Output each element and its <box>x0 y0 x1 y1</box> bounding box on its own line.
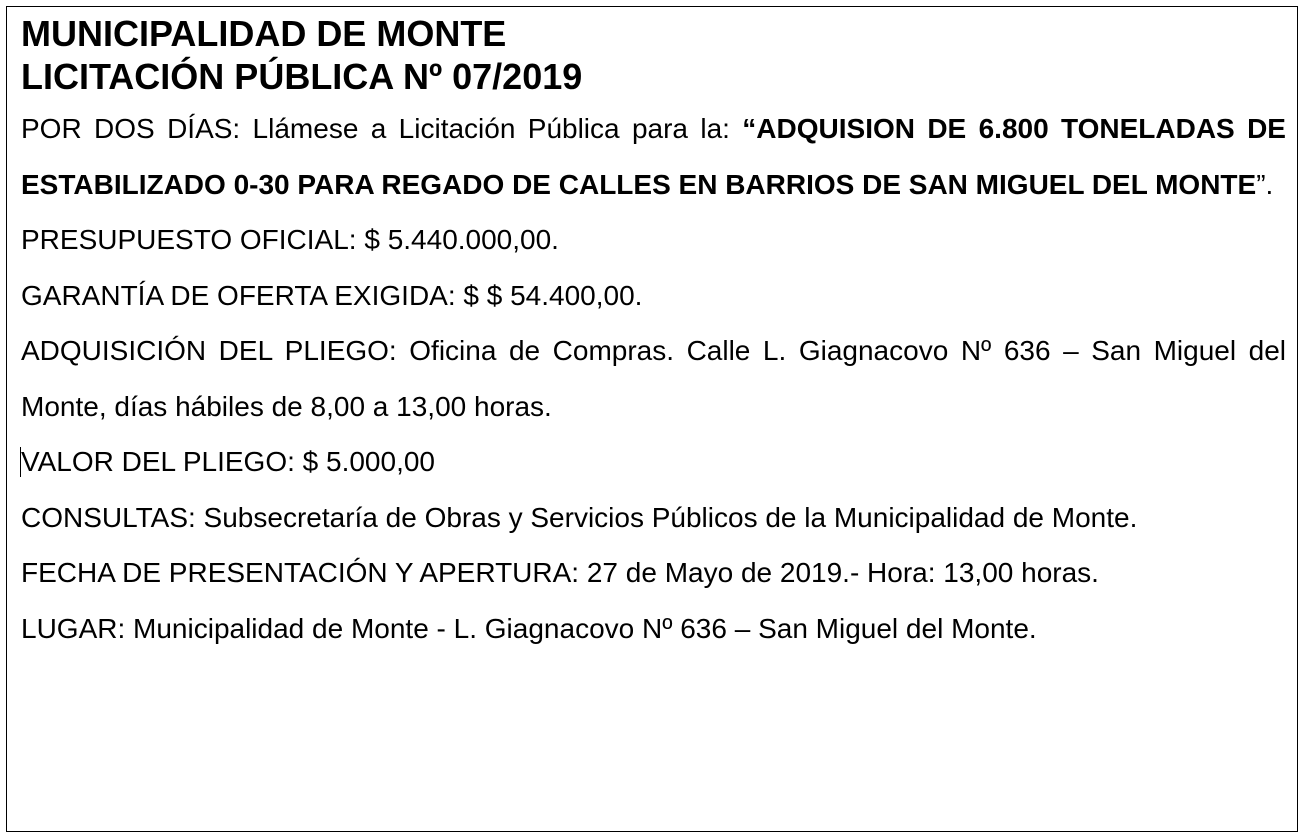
budget-line: PRESUPUESTO OFICIAL: $ 5.440.000,00. <box>21 224 559 255</box>
municipality-title: MUNICIPALIDAD DE MONTE <box>21 13 507 54</box>
text-cursor <box>20 447 21 477</box>
value-line: VALOR DEL PLIEGO: $ 5.000,00 <box>21 446 435 477</box>
guarantee-line: GARANTÍA DE OFERTA EXIGIDA: $ $ 54.400,00. <box>21 279 643 311</box>
call-prefix: POR DOS DÍAS: Llámese a Licitación Pública para la: <box>21 113 743 144</box>
queries-paragraph: CONSULTAS: Subsecretaría de Obras y Servicios Públicos de la Municipalidad de Monte. <box>21 501 1138 533</box>
acquisition-paragraph: ADQUISICIÓN DEL PLIEGO: Oficina de Compras. Calle L. Giagnacovo Nº 636 – San Miguel del Monte, días hábiles de 8,00 a 13,00 horas. <box>21 335 1286 422</box>
dates-line: FECHA DE PRESENTACIÓN Y APERTURA: 27 de Mayo de 2019.- Hora: 13,00 horas. <box>21 557 1099 588</box>
call-object: “ADQUISION DE 6.800 TONELADAS DE ESTABILIZADO 0-30 PARA REGADO DE CALLES EN BARRIOS DE SAN MIGUEL DEL MONTE <box>21 113 1286 200</box>
call-paragraph <box>21 101 1286 212</box>
call-suffix: ”. <box>1256 168 1274 200</box>
place-line: LUGAR: Municipalidad de Monte - L. Giagnacovo Nº 636 – San Miguel del Monte. <box>21 612 1037 644</box>
notice-content <box>21 12 1286 656</box>
tender-title: LICITACIÓN PÚBLICA Nº 07/2019 <box>21 56 583 97</box>
